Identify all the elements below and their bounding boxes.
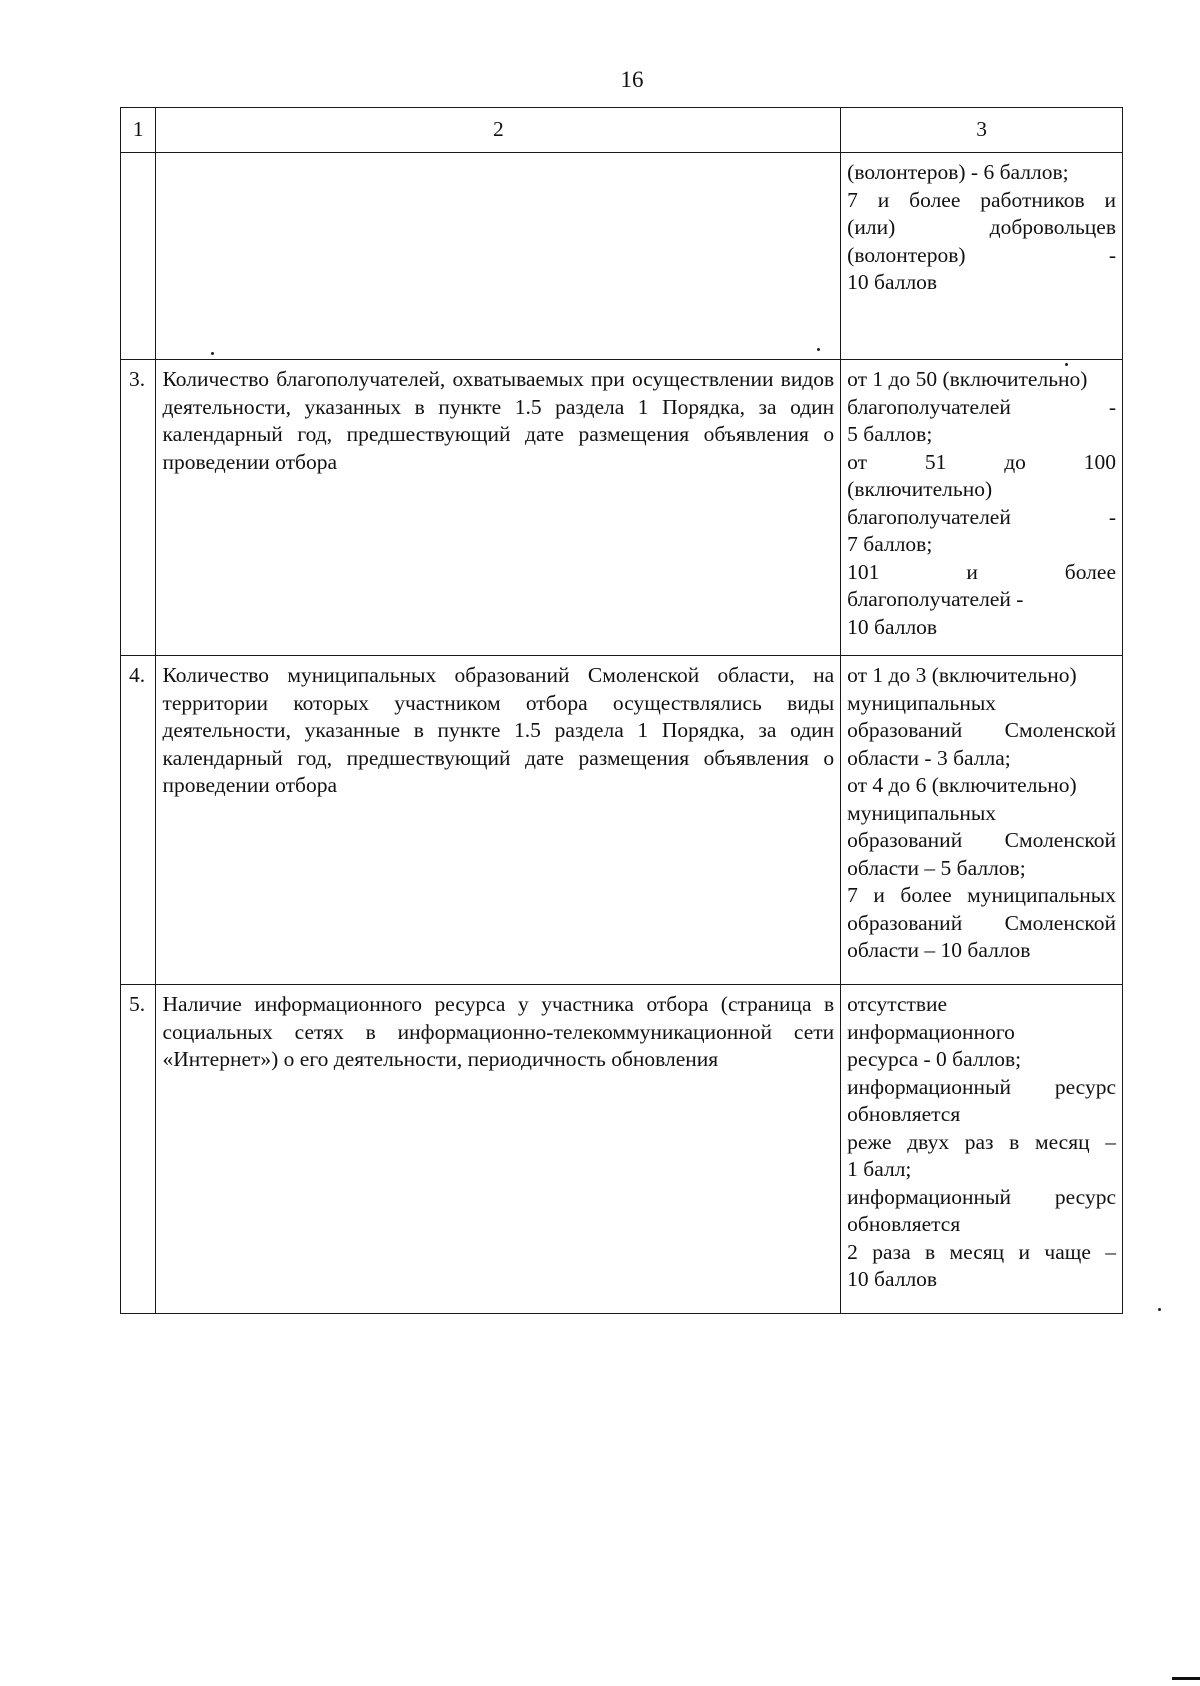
score-line: муниципальных xyxy=(847,690,997,715)
criterion-cell: Количество благополучателей, охватываемых при осуществлении видов деятельности, указанных в пункте 1.5 раздела 1 Порядка, за один календарный год, предшествующий дате размещения объявления о проведении отбора xyxy=(156,360,841,656)
score-line: (или) добровольцев xyxy=(847,215,1116,239)
score-line: (волонтеров) - xyxy=(847,242,1116,267)
score-line: от 4 до 6 (включительно) xyxy=(847,773,1077,797)
score-line: благополучателей - xyxy=(847,504,1116,529)
score-line: от 1 до 3 (включительно) xyxy=(847,663,1077,687)
score-line: информационный ресурс xyxy=(847,1074,1116,1099)
score-line: 10 баллов xyxy=(847,270,938,294)
scan-edge-mark xyxy=(1172,1677,1200,1680)
page-number: 16 xyxy=(620,67,644,92)
score-line: реже двух раз в месяц – xyxy=(847,1129,1116,1154)
score-line: 1 балл; xyxy=(847,1157,912,1181)
score-line: области – 5 баллов; xyxy=(847,855,1026,880)
score-line: обновляется xyxy=(847,1212,961,1236)
score-line: 2 раза в месяц и чаще – xyxy=(847,1239,1116,1264)
scores-cell xyxy=(841,153,1123,360)
score-line: от 51 до 100 xyxy=(847,449,1116,474)
row-number: 4. xyxy=(121,656,156,985)
score-line: благополучателей - xyxy=(847,394,1116,419)
score-line: области - 3 балла; xyxy=(847,745,1011,770)
criterion-cell xyxy=(156,153,841,360)
score-line: благополучателей - xyxy=(847,587,1024,611)
criterion-cell: Наличие информационного ресурса у участника отбора (страница в социальных сетях в информационно-телекоммуникационной сети «Интернет») о его деятельности, периодичность обновления xyxy=(156,985,841,1314)
score-line: 7 и более муниципальных xyxy=(847,883,1116,907)
score-line: области – 10 баллов xyxy=(847,938,1031,962)
score-line: муниципальных xyxy=(847,800,997,825)
table-row xyxy=(121,360,1123,656)
score-line: 10 баллов xyxy=(847,614,938,639)
table-row xyxy=(121,985,1123,1314)
score-line: образований Смоленской xyxy=(847,718,1116,742)
score-line: от 1 до 50 (включительно) xyxy=(847,367,1088,391)
score-line: 7 баллов; xyxy=(847,532,933,556)
row-number: 3. xyxy=(121,360,156,656)
criterion-cell: Количество муниципальных образований Смоленской области, на территории которых участником отбора осуществлялись виды деятельности, указанные в пункте 1.5 раздела 1 Порядка, за один календарный год, предшествующий дате размещения объявления о проведении отбора xyxy=(156,656,841,985)
scores-cell xyxy=(841,360,1123,656)
column-header-scores: 3 xyxy=(841,108,1123,153)
score-line: информационного xyxy=(847,1019,1015,1044)
score-line: образований Смоленской xyxy=(847,910,1116,935)
score-line: информационный ресурс xyxy=(847,1184,1116,1209)
table-row xyxy=(121,153,1123,360)
score-line: (волонтеров) - 6 баллов; xyxy=(847,160,1069,184)
row-number: 5. xyxy=(121,985,156,1314)
score-line: 101 и более xyxy=(847,559,1116,584)
scores-cell xyxy=(841,985,1123,1314)
score-line: (включительно) xyxy=(847,477,993,501)
scan-speck xyxy=(817,348,820,351)
scan-speck xyxy=(1158,1308,1161,1311)
table-row xyxy=(121,656,1123,985)
scores-cell xyxy=(841,656,1123,985)
scan-speck xyxy=(211,352,214,355)
score-line: обновляется xyxy=(847,1102,961,1126)
column-header-number: 1 xyxy=(121,108,156,153)
score-line: 7 и более работников и xyxy=(847,187,1116,212)
row-number xyxy=(121,153,156,360)
score-line: образований Смоленской xyxy=(847,828,1116,852)
score-line: 5 баллов; xyxy=(847,422,933,446)
score-line: отсутствие xyxy=(847,992,948,1016)
criteria-table xyxy=(120,107,1123,1314)
score-line: ресурса - 0 баллов; xyxy=(847,1047,1022,1071)
score-line: 10 баллов xyxy=(847,1267,938,1291)
scan-speck xyxy=(1065,363,1068,366)
table-header-row xyxy=(121,108,1123,153)
column-header-criterion: 2 xyxy=(156,108,841,153)
